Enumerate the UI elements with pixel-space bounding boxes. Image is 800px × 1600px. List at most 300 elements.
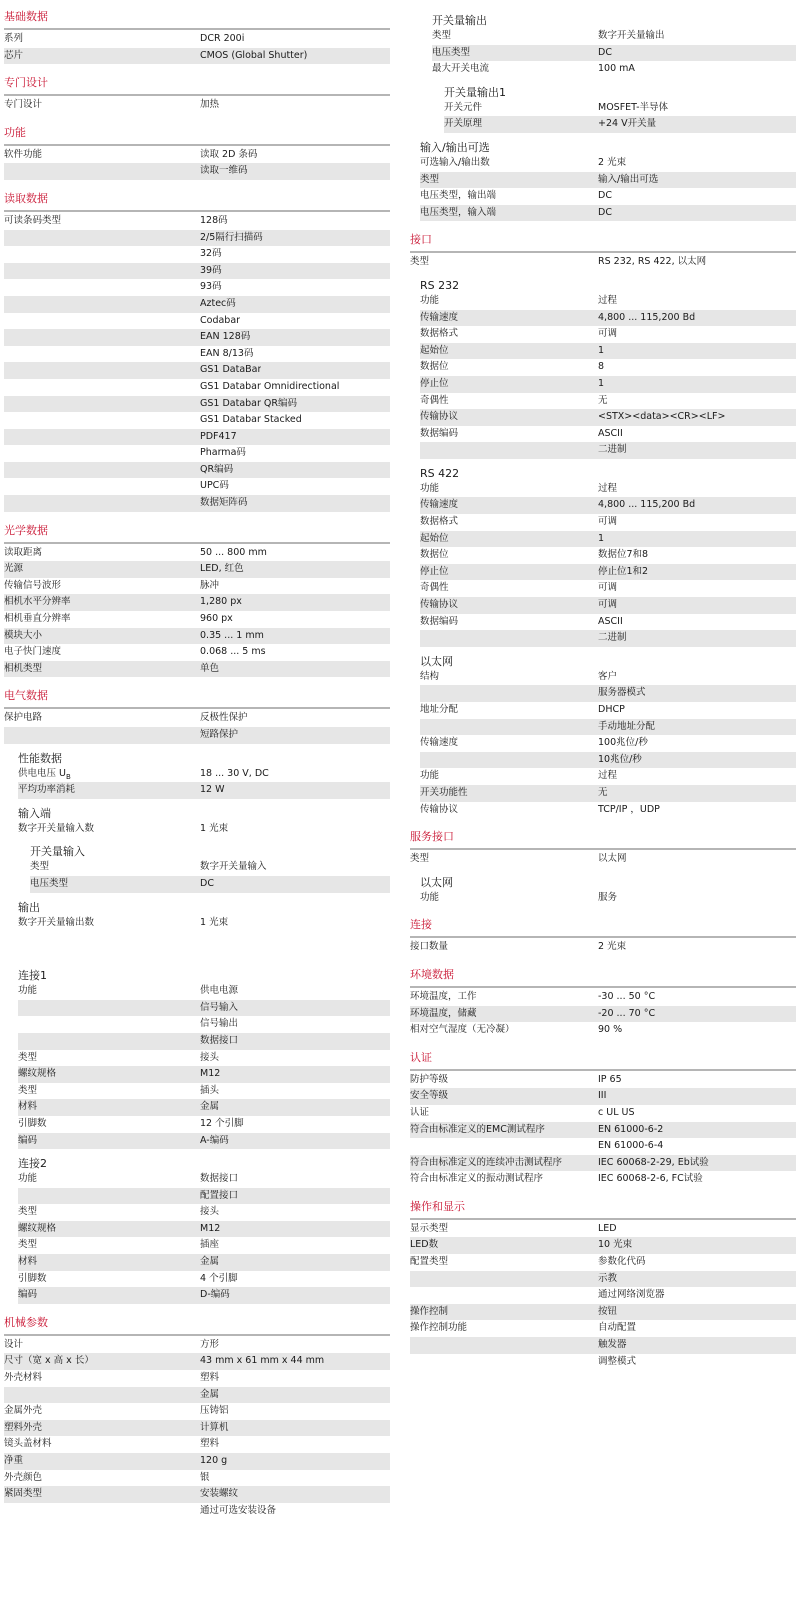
section-title: 光学数据 [4, 523, 48, 537]
spec-row [420, 205, 796, 222]
spec-key [410, 1287, 596, 1304]
spec-value: 调整模式 [598, 1355, 637, 1367]
spec-key [4, 495, 198, 512]
spec-row [4, 1420, 390, 1437]
spec-value: GS1 Databar QR编码 [200, 397, 297, 409]
spec-group [410, 141, 796, 221]
spec-section [4, 512, 390, 678]
spec-key: 类型 [30, 861, 50, 873]
spec-row [18, 1083, 390, 1100]
spec-row [410, 1072, 796, 1089]
spec-key [4, 379, 198, 396]
spec-key: 最大开关电流 [432, 63, 490, 75]
spec-key: 起始位 [420, 532, 449, 544]
spec-key: 电子快门速度 [4, 646, 62, 658]
spec-value: Aztec码 [200, 297, 236, 309]
spec-row [4, 644, 390, 661]
spec-key: 操作控制 [410, 1305, 449, 1317]
spec-key: LED数 [410, 1239, 439, 1251]
spec-key: 显示类型 [410, 1222, 449, 1234]
spec-value: 信号输入 [200, 1001, 239, 1013]
spec-key [4, 362, 198, 379]
spec-section [410, 956, 796, 1039]
spec-value: 以太网 [598, 853, 627, 865]
spec-value: 2 光束 [598, 941, 627, 953]
spec-value: 反极性保护 [200, 712, 248, 724]
spec-value: 加热 [200, 99, 220, 111]
spec-value: 12 个引脚 [200, 1117, 244, 1129]
spec-row [4, 628, 390, 645]
spec-key [410, 1138, 596, 1155]
spec-value: 数据接口 [200, 1173, 239, 1185]
spec-value: +24 V开关量 [598, 118, 657, 130]
spec-row [420, 719, 796, 736]
spec-value: 18 ... 30 V, DC [200, 767, 269, 779]
spec-value: 39码 [200, 264, 222, 276]
spec-row [4, 147, 390, 164]
spec-key [18, 1033, 198, 1050]
section-title: 专门设计 [4, 76, 48, 90]
spec-row [4, 1503, 390, 1520]
spec-key: 奇偶性 [420, 394, 449, 406]
spec-key [18, 1188, 198, 1205]
spec-row [18, 1254, 390, 1271]
spec-key [420, 719, 596, 736]
spec-key: 紧固类型 [4, 1488, 43, 1500]
group-title: 以太网 [420, 654, 453, 668]
spec-row [18, 1116, 390, 1133]
spec-row [4, 163, 390, 180]
spec-value: 100兆位/秒 [598, 737, 648, 749]
spec-key: 读取距离 [4, 546, 43, 558]
spec-row [444, 100, 796, 117]
section-title: 操作和显示 [410, 1199, 465, 1213]
spec-key: 安全等级 [410, 1090, 449, 1102]
spec-row [410, 1237, 796, 1254]
spec-value: EAN 8/13码 [200, 347, 254, 359]
spec-row [410, 1354, 796, 1371]
spec-row [4, 346, 390, 363]
spec-key: 配置类型 [410, 1256, 449, 1268]
spec-value: DCR 200i [200, 33, 245, 44]
spec-value: 金属 [200, 1101, 220, 1113]
spec-key: 引脚数 [18, 1272, 47, 1284]
spec-row [410, 1254, 796, 1271]
spec-row [18, 1050, 390, 1067]
spec-key: 平均功率消耗 [18, 784, 76, 796]
spec-value: 金属 [200, 1388, 220, 1400]
spec-key [4, 263, 198, 280]
spec-row [410, 1271, 796, 1288]
spec-row [4, 296, 390, 313]
spec-value: LED [598, 1222, 617, 1234]
section-divider [410, 848, 796, 850]
spec-value: 数据位7和8 [598, 549, 649, 561]
spec-row [18, 1188, 390, 1205]
spec-row [4, 611, 390, 628]
spec-value: 触发器 [598, 1339, 627, 1351]
spec-key: 类型 [18, 1206, 38, 1218]
spec-group [410, 86, 796, 133]
group-title: 输入端 [18, 806, 51, 820]
spec-group [410, 14, 796, 78]
spec-value: 10 光束 [598, 1239, 633, 1251]
spec-value: 过程 [598, 294, 618, 306]
spec-key: 相对空气湿度（无冷凝） [410, 1024, 515, 1036]
spec-value: 数字开关量输出 [598, 30, 665, 41]
spec-value: 供电电源 [200, 985, 239, 997]
spec-row [420, 735, 796, 752]
spec-value: 示教 [598, 1272, 618, 1284]
spec-key [4, 412, 198, 429]
spec-key: 材料 [18, 1256, 38, 1268]
spec-row [420, 481, 796, 498]
spec-row [4, 412, 390, 429]
spec-value: 32码 [200, 248, 222, 260]
spec-row [432, 45, 796, 62]
spec-key [4, 313, 198, 330]
spec-row [18, 1271, 390, 1288]
spec-key: 停止位 [420, 565, 449, 577]
spec-row [18, 915, 390, 932]
spec-value: 120 g [200, 1455, 228, 1466]
spec-row [4, 561, 390, 578]
spec-row [420, 359, 796, 376]
spec-key: 结构 [420, 670, 440, 682]
spec-row [4, 31, 390, 48]
spec-row [18, 1237, 390, 1254]
spec-key: 传输协议 [420, 411, 459, 423]
spec-key [4, 1503, 198, 1520]
spec-row [420, 409, 796, 426]
spec-value: DC [200, 877, 214, 889]
spec-row [420, 768, 796, 785]
spec-row [410, 1022, 796, 1039]
spec-value: 接头 [200, 1206, 220, 1218]
spec-row [410, 851, 796, 868]
spec-row [420, 597, 796, 614]
spec-key [410, 1354, 596, 1371]
spec-key [4, 445, 198, 462]
spec-group [4, 901, 390, 932]
spec-key: 外壳颜色 [4, 1471, 43, 1483]
section-divider [410, 1069, 796, 1071]
spec-value: 信号输出 [200, 1018, 239, 1030]
spec-key [4, 727, 198, 744]
spec-section [410, 221, 796, 271]
spec-key: 传输信号波形 [4, 579, 62, 591]
spec-row [4, 594, 390, 611]
spec-value: 可调 [598, 582, 618, 594]
section-title: 环境数据 [410, 967, 454, 981]
spec-key: 金属外壳 [4, 1405, 43, 1417]
spec-row [4, 1403, 390, 1420]
spec-key: 电压类型 [432, 46, 471, 58]
spec-key: 数字开关量输出数 [18, 916, 95, 928]
spec-row [420, 426, 796, 443]
section-title: 接口 [410, 233, 432, 247]
spec-row [420, 890, 796, 907]
spec-key: 数据格式 [420, 516, 459, 528]
spec-key: 引脚数 [18, 1117, 47, 1129]
spec-row [420, 531, 796, 548]
spec-row [4, 727, 390, 744]
spec-value: IEC 60068-2-29, Eb试验 [598, 1156, 709, 1168]
spec-key: 相机水平分辨率 [4, 596, 71, 608]
spec-row [410, 1287, 796, 1304]
section-title: 连接 [410, 918, 432, 932]
spec-key: 起始位 [420, 344, 449, 356]
spec-row [18, 983, 390, 1000]
section-title: 读取数据 [4, 191, 48, 205]
spec-value: 数字开关量输入 [200, 861, 267, 873]
spec-row [420, 326, 796, 343]
spec-key: 光源 [4, 563, 24, 575]
spec-value: 手动地址分配 [598, 720, 656, 732]
spec-value: 43 mm x 61 mm x 44 mm [200, 1355, 325, 1367]
spec-row [410, 1088, 796, 1105]
spec-row [30, 876, 390, 893]
spec-row [4, 1436, 390, 1453]
section-title: 电气数据 [4, 689, 48, 703]
spec-value: PDF417 [200, 430, 237, 442]
spec-row [420, 155, 796, 172]
spec-key: 类型 [432, 30, 452, 41]
spec-row [420, 630, 796, 647]
section-title: 服务接口 [410, 830, 454, 844]
spec-row [4, 213, 390, 230]
spec-value: 压铸铝 [200, 1405, 229, 1417]
spec-row [420, 685, 796, 702]
spec-key: 功能 [18, 985, 38, 997]
spec-value: UPC码 [200, 480, 229, 492]
spec-section [4, 180, 390, 512]
spec-key [4, 296, 198, 313]
spec-row [410, 1105, 796, 1122]
spec-value: 960 px [200, 613, 233, 625]
spec-row [4, 313, 390, 330]
spec-value: 服务器模式 [598, 687, 646, 699]
spec-value: 8 [598, 361, 605, 373]
spec-section [410, 1039, 796, 1188]
spec-key [18, 1000, 198, 1017]
spec-value: 1 [598, 532, 605, 544]
spec-value: GS1 Databar Omnidirectional [200, 380, 340, 392]
spec-row [420, 802, 796, 819]
spec-value: ASCII [598, 427, 623, 439]
spec-key: 外壳材料 [4, 1372, 43, 1384]
spec-value: 4,800 ... 115,200 Bd [598, 311, 696, 323]
spec-key: 螺纹规格 [18, 1068, 57, 1080]
spec-key: 开关原理 [444, 118, 483, 130]
spec-row [420, 614, 796, 631]
spec-value: 客户 [598, 670, 618, 682]
spec-key: 接口数量 [410, 941, 449, 953]
spec-section [4, 677, 390, 743]
spec-row [18, 782, 390, 799]
spec-key [4, 230, 198, 247]
spec-value: 2 光束 [598, 156, 627, 168]
spec-row [4, 48, 390, 65]
spec-key [410, 1271, 596, 1288]
spec-row [4, 230, 390, 247]
spec-value: 过程 [598, 770, 618, 782]
spec-key: 编码 [18, 1289, 38, 1301]
section-title: 基础数据 [4, 10, 48, 23]
spec-key: 数据编码 [420, 615, 459, 627]
spec-value: 过程 [598, 482, 618, 494]
spec-key [4, 163, 198, 180]
spec-row [4, 429, 390, 446]
spec-row [4, 329, 390, 346]
group-title: 开关量输出 [432, 14, 487, 27]
spec-group [4, 939, 390, 1149]
spec-value: 1 光束 [200, 916, 229, 928]
spec-group [410, 655, 796, 818]
spec-row [4, 1337, 390, 1354]
section-title: 认证 [410, 1050, 432, 1064]
spec-value: -30 ... 50 °C [598, 990, 656, 1002]
spec-key: 符合由标准定义的EMC测试程序 [410, 1123, 545, 1135]
spec-value: 二进制 [598, 444, 627, 456]
group-title: 开关量输入 [30, 845, 85, 859]
subscript: B [65, 772, 71, 781]
spec-value: QR编码 [200, 463, 234, 475]
spec-key: 停止位 [420, 377, 449, 389]
spec-section [410, 1188, 796, 1370]
spec-row [4, 661, 390, 678]
spec-key: 电压类型，输出端 [420, 190, 497, 202]
spec-value: 方形 [200, 1338, 220, 1350]
spec-row [18, 1287, 390, 1304]
spec-row [420, 310, 796, 327]
spec-key: 芯片 [4, 49, 24, 61]
section-divider [410, 251, 796, 253]
spec-value: 通过可选安装设备 [200, 1504, 277, 1516]
spec-section [410, 818, 796, 868]
spec-value: 4,800 ... 115,200 Bd [598, 499, 696, 511]
spec-key: 认证 [410, 1106, 430, 1118]
group-title: 输出 [18, 900, 40, 914]
spec-group [4, 807, 390, 838]
spec-value: IEC 60068-2-6, FC试验 [598, 1173, 703, 1185]
spec-value: 可调 [598, 516, 618, 528]
spec-key: 传输速度 [420, 311, 459, 323]
spec-key [18, 1016, 198, 1033]
group-title: 以太网 [420, 875, 453, 889]
spec-key [410, 1337, 596, 1354]
spec-row [420, 564, 796, 581]
group-title: 输入/输出可选 [420, 140, 490, 154]
spec-value: 二进制 [598, 632, 627, 644]
spec-value: 安装螺纹 [200, 1488, 239, 1500]
spec-key [4, 396, 198, 413]
spec-row [18, 821, 390, 838]
spec-key: 数据位 [420, 549, 449, 561]
spec-row [432, 28, 796, 45]
spec-key: 设计 [4, 1338, 24, 1350]
spec-value: 参数化代码 [598, 1256, 646, 1268]
spec-group [410, 467, 796, 647]
spec-value: 无 [598, 786, 608, 798]
spec-value: MOSFET-半导体 [598, 101, 669, 113]
spec-value: IP 65 [598, 1073, 622, 1085]
spec-row [18, 1221, 390, 1238]
spec-row [410, 1122, 796, 1139]
spec-value: 配置接口 [200, 1189, 239, 1201]
spec-key: 地址分配 [420, 704, 459, 715]
spec-value: 塑料 [200, 1372, 220, 1384]
spec-key: 类型 [410, 256, 430, 268]
spec-key: 传输速度 [420, 499, 459, 511]
spec-row [18, 1133, 390, 1150]
spec-row [4, 478, 390, 495]
group-title: 性能数据 [18, 751, 62, 765]
spec-row [4, 97, 390, 114]
spec-key: 材料 [18, 1101, 38, 1113]
spec-value: 可调 [598, 599, 618, 611]
spec-key: 环境温度，工作 [410, 990, 477, 1002]
spec-value: 1 光束 [200, 822, 229, 834]
spec-key [4, 478, 198, 495]
spec-key [4, 246, 198, 263]
spec-value: 按钮 [598, 1305, 618, 1317]
spec-key: 供电电压 $U_B$ [18, 767, 71, 781]
spec-row [432, 61, 796, 78]
spec-section [4, 114, 390, 180]
spec-value: M12 [200, 1068, 221, 1080]
spec-row [4, 362, 390, 379]
spec-row [420, 785, 796, 802]
section-divider [4, 144, 390, 146]
spec-value: GS1 Databar Stacked [200, 414, 302, 426]
spec-row [4, 263, 390, 280]
spec-row [410, 254, 796, 271]
spec-value: 50 ... 800 mm [200, 546, 267, 558]
spec-value: DC [598, 206, 612, 218]
spec-value: M12 [200, 1222, 221, 1234]
section-divider [410, 986, 796, 988]
spec-key: 可选输入/输出数 [420, 156, 490, 168]
spec-key: 净重 [4, 1455, 24, 1466]
spec-row [4, 445, 390, 462]
spec-value: 0.068 ... 5 ms [200, 646, 266, 658]
spec-row [420, 669, 796, 686]
spec-value: 短路保护 [200, 729, 239, 740]
spec-section [4, 9, 390, 64]
spec-group [4, 752, 390, 799]
spec-value: TCP/IP ，UDP [598, 803, 660, 815]
spec-value: 4 个引脚 [200, 1272, 238, 1284]
spec-section [4, 64, 390, 114]
spec-key: 奇偶性 [420, 582, 449, 594]
spec-row [410, 1337, 796, 1354]
spec-row [420, 514, 796, 531]
spec-key: 专门设计 [4, 99, 43, 111]
section-divider [4, 210, 390, 212]
spec-group [4, 845, 390, 892]
spec-key: 电压类型，输入端 [420, 206, 497, 218]
spec-row [4, 246, 390, 263]
group-title: 连接1 [18, 969, 47, 983]
spec-value: ASCII [598, 615, 623, 627]
spec-key: 螺纹规格 [18, 1222, 57, 1234]
group-title: RS 422 [420, 466, 460, 480]
spec-value: 接头 [200, 1051, 220, 1063]
spec-key: 操作控制功能 [410, 1322, 468, 1334]
spec-key: 模块大小 [4, 629, 43, 641]
section-divider [4, 94, 390, 96]
